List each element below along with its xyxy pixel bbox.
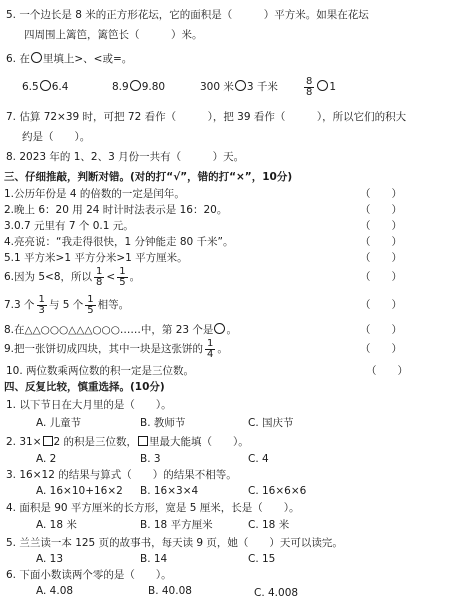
q8-text: 8. 2023 年的 1、2、3 月份一共有（ ）天。 — [6, 151, 245, 163]
judge-item-4: 4.亮亮说：“我走得很快，1 分钟能走 80 千米”。 — [4, 236, 234, 248]
judge-item-3: 3.0.7 元里有 7 个 0.1 元。 — [4, 220, 134, 232]
judge-item-10: 10. 两位数乘两位数的积一定是三位数。 — [6, 365, 195, 377]
choice-option[interactable]: C. 16×6×6 — [248, 485, 307, 497]
q6-item-1: 6.5 6.4 — [22, 81, 69, 93]
choice-q5-stem: 5. 兰兰读一本 125 页的故事书，每天读 9 页，她（ ）天可以读完。 — [6, 537, 343, 549]
choice-option[interactable]: B. 3 — [140, 453, 161, 465]
answer-paren[interactable]: （ ） — [360, 220, 402, 232]
choice-option[interactable]: A. 18 米 — [36, 519, 77, 531]
fraction: $\frac{8}{8}$ — [306, 75, 313, 98]
choice-option[interactable]: C. 18 米 — [248, 519, 290, 531]
answer-paren[interactable]: （ ） — [360, 236, 402, 248]
choice-q2-stem: 2. 31× 2 的积是三位数， 里最大能填（ ）。 — [6, 436, 249, 448]
choice-option[interactable]: B. 18 平方厘米 — [140, 519, 213, 531]
choice-option[interactable]: A. 2 — [36, 453, 57, 465]
judge-item-6: 6.因为 5<8，所以 $\frac{1}{8}$ < $\frac{1}{5}$ 。 — [4, 265, 141, 288]
choice-option[interactable]: C. 15 — [248, 553, 276, 565]
judge-item-8: 8.在△△○○○△△△○○○……中，第 23 个是 。 — [4, 324, 237, 336]
q7-line2: 约是（ ）。 — [22, 131, 91, 143]
choice-option[interactable]: B. 16×3×4 — [140, 485, 199, 497]
choice-q4-stem: 4. 面积是 90 平方厘米的长方形，宽是 5 厘米，长是（ ）。 — [6, 502, 300, 514]
answer-paren[interactable]: （ ） — [360, 204, 402, 216]
blank-square — [138, 436, 148, 446]
judge-item-7: 7.3 个 $\frac{1}{3}$ 与 5 个 $\frac{1}{5}$ 相等。 — [4, 293, 130, 316]
q6-item-2: 8.9 9.80 — [112, 81, 166, 93]
choice-q3-stem: 3. 16×12 的结果与算式（ ）的结果不相等。 — [6, 469, 237, 481]
compare-circle[interactable] — [40, 80, 51, 91]
choice-option[interactable]: C. 国庆节 — [248, 417, 294, 429]
blank-circle[interactable] — [31, 52, 42, 63]
choice-option[interactable]: B. 14 — [140, 553, 168, 565]
judge-item-9: 9.把一张饼切成四块，其中一块是这张饼的 $\frac{1}{4}$ 。 — [4, 337, 228, 360]
judge-item-2: 2.晚上 6：20 用 24 时计时法表示是 16：20。 — [4, 204, 228, 216]
choice-option[interactable]: A. 4.08 — [36, 585, 74, 597]
q6-item-3: 300 米 3 千米 — [200, 81, 278, 93]
choice-q1-stem: 1. 以下节日在大月里的是（ ）。 — [6, 399, 172, 411]
fraction: $\frac{1}{4}$ — [207, 337, 214, 360]
answer-paren[interactable]: （ ） — [360, 324, 402, 336]
judge-item-1: 1.公历年份是 4 的倍数的一定是闰年。 — [4, 188, 185, 200]
section3-title: 三、仔细推敲，判断对错。(对的打“√”，错的打“×”，10分) — [4, 171, 293, 183]
choice-option[interactable]: B. 教师节 — [140, 417, 186, 429]
judge-item-5: 5.1 平方米>1 平方分米>1 平方厘米。 — [4, 252, 188, 264]
compare-circle[interactable] — [317, 80, 328, 91]
q6-item-4: $\frac{8}{8}$ 1 — [306, 75, 337, 98]
q6-instruction: 6. 在 里填上>、<或=。 — [6, 53, 133, 65]
fraction: $\frac{1}{3}$ — [38, 293, 45, 316]
q5-line1: 5. 一个边长是 8 米的正方形花坛，它的面积是（ ）平方米。如果在花坛 — [6, 9, 369, 21]
choice-option[interactable]: C. 4.008 — [254, 587, 299, 599]
answer-paren[interactable]: （ ） — [360, 252, 402, 264]
choice-option[interactable]: A. 16×10+16×2 — [36, 485, 123, 497]
answer-paren[interactable]: （ ） — [360, 271, 402, 283]
q7-line1: 7. 估算 72×39 时，可把 72 看作（ ），把 39 看作（ ），所以它们的积大 — [6, 111, 407, 123]
compare-circle[interactable] — [130, 80, 141, 91]
compare-circle[interactable] — [235, 80, 246, 91]
choice-option[interactable]: A. 13 — [36, 553, 64, 565]
q5-line2: 四周围上篱笆，篱笆长（ ）米。 — [24, 29, 203, 41]
choice-q6-stem: 6. 下面小数读两个零的是（ ）。 — [6, 569, 172, 581]
fraction: $\frac{1}{5}$ — [87, 293, 94, 316]
answer-paren[interactable]: （ ） — [360, 188, 402, 200]
circle-shape-icon — [214, 323, 225, 334]
answer-paren[interactable]: （ ） — [360, 299, 402, 311]
choice-option[interactable]: C. 4 — [248, 453, 269, 465]
fraction: $\frac{1}{5}$ — [119, 265, 126, 288]
section4-title: 四、反复比较，慎重选择。(10分) — [4, 381, 165, 393]
fraction: $\frac{1}{8}$ — [96, 265, 103, 288]
choice-option[interactable]: A. 儿童节 — [36, 417, 82, 429]
blank-square[interactable] — [43, 436, 53, 446]
answer-paren[interactable]: （ ） — [360, 343, 402, 355]
answer-paren[interactable]: （ ） — [366, 365, 408, 377]
choice-option[interactable]: B. 40.08 — [148, 585, 192, 597]
